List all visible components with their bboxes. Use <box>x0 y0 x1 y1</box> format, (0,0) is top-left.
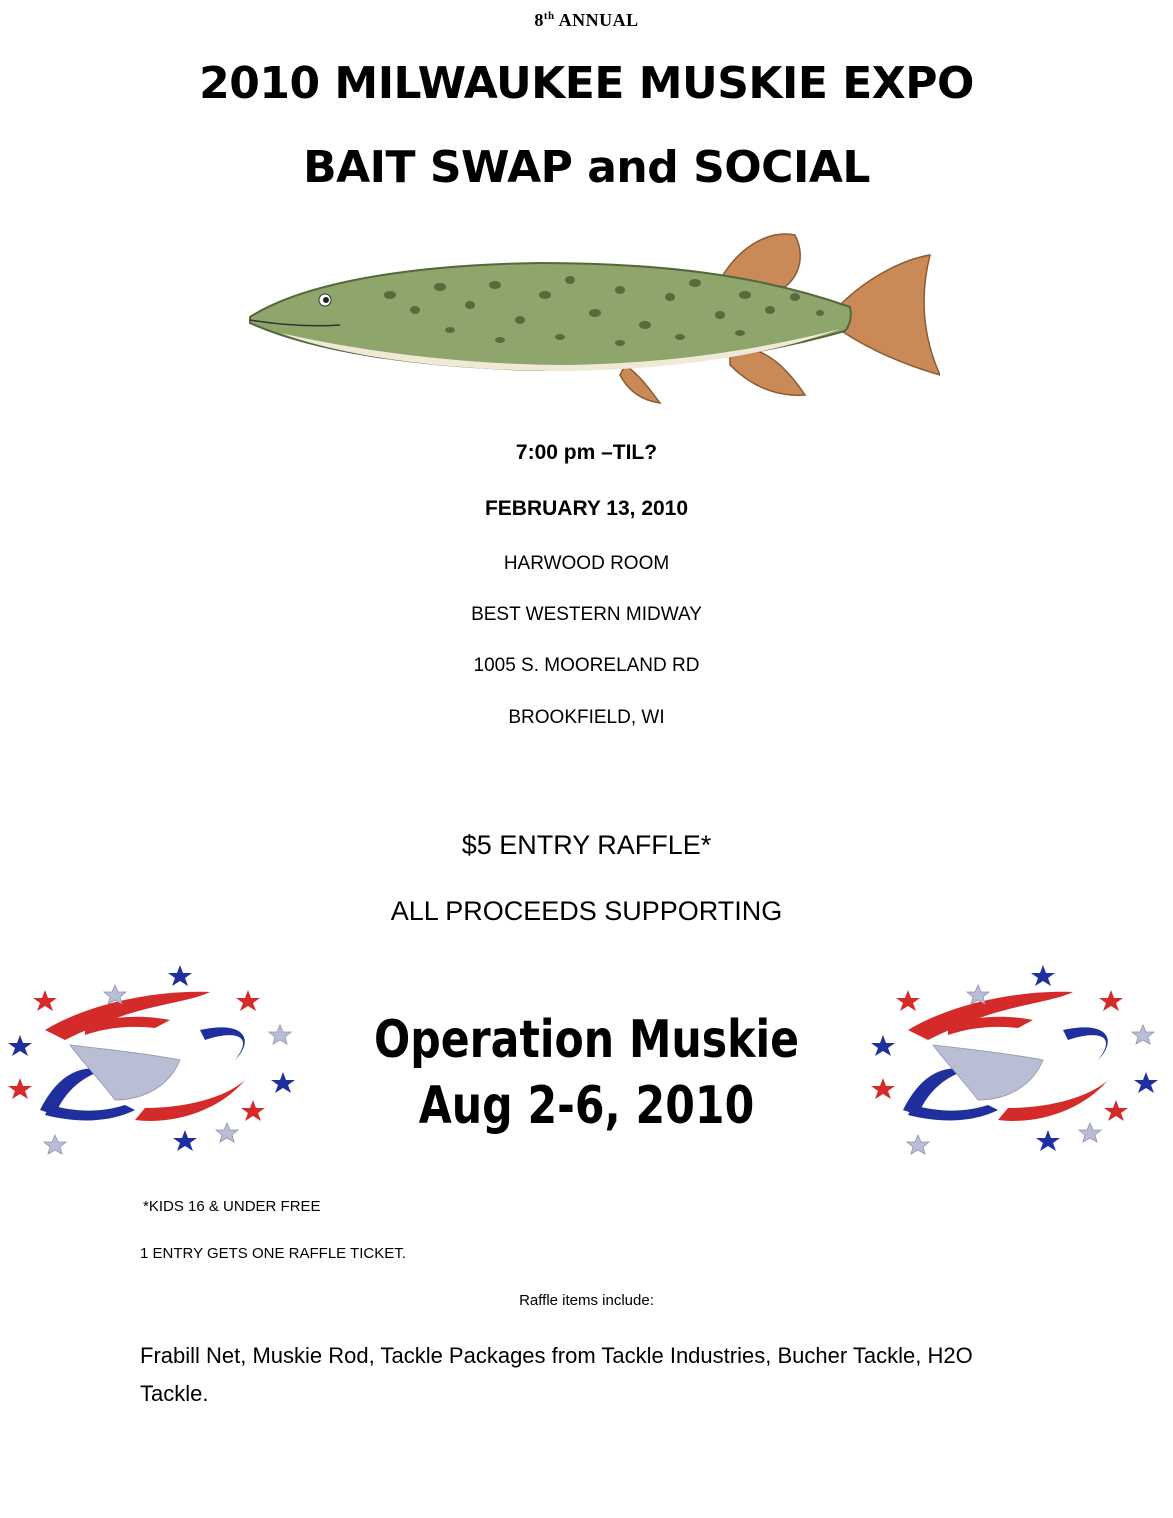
annual-word: ANNUAL <box>558 10 639 30</box>
event-room: HARWOOD ROOM <box>503 553 670 574</box>
event-city: BROOKFIELD, WI <box>508 707 665 728</box>
raffle-items-heading: Raffle items include: <box>519 1292 654 1309</box>
muskie-fish-illustration <box>240 225 940 415</box>
operation-muskie-dates: Aug 2-6, 2010 <box>418 1076 755 1136</box>
raffle-items-list: Frabill Net, Muskie Rod, Tackle Packages from Tackle Industries, Bucher Tackle, H2O Tackle. <box>140 1343 973 1406</box>
event-street: 1005 S. MOORELAND RD <box>473 655 700 676</box>
operation-muskie-name: Operation Muskie <box>373 1010 800 1070</box>
event-date: FEBRUARY 13, 2010 <box>484 497 689 520</box>
annual-number: 8 <box>534 10 544 30</box>
raffle-entry: $5 ENTRY RAFFLE* <box>461 830 712 860</box>
title-line-2: BAIT SWAP and SOCIAL <box>303 142 870 193</box>
event-hotel: BEST WESTERN MIDWAY <box>471 604 702 625</box>
annual-suffix: th <box>543 10 555 22</box>
event-time: 7:00 pm –TIL? <box>515 441 658 464</box>
raffle-proceeds: ALL PROCEEDS SUPPORTING <box>390 896 783 926</box>
entry-ticket-note: 1 ENTRY GETS ONE RAFFLE TICKET. <box>140 1245 406 1262</box>
annual-edition <box>0 10 1173 31</box>
title-line-1: 2010 MILWAUKEE MUSKIE EXPO <box>199 58 974 109</box>
kids-free-note: *KIDS 16 & UNDER FREE <box>143 1198 321 1215</box>
operation-muskie-logo-right <box>868 960 1158 1160</box>
